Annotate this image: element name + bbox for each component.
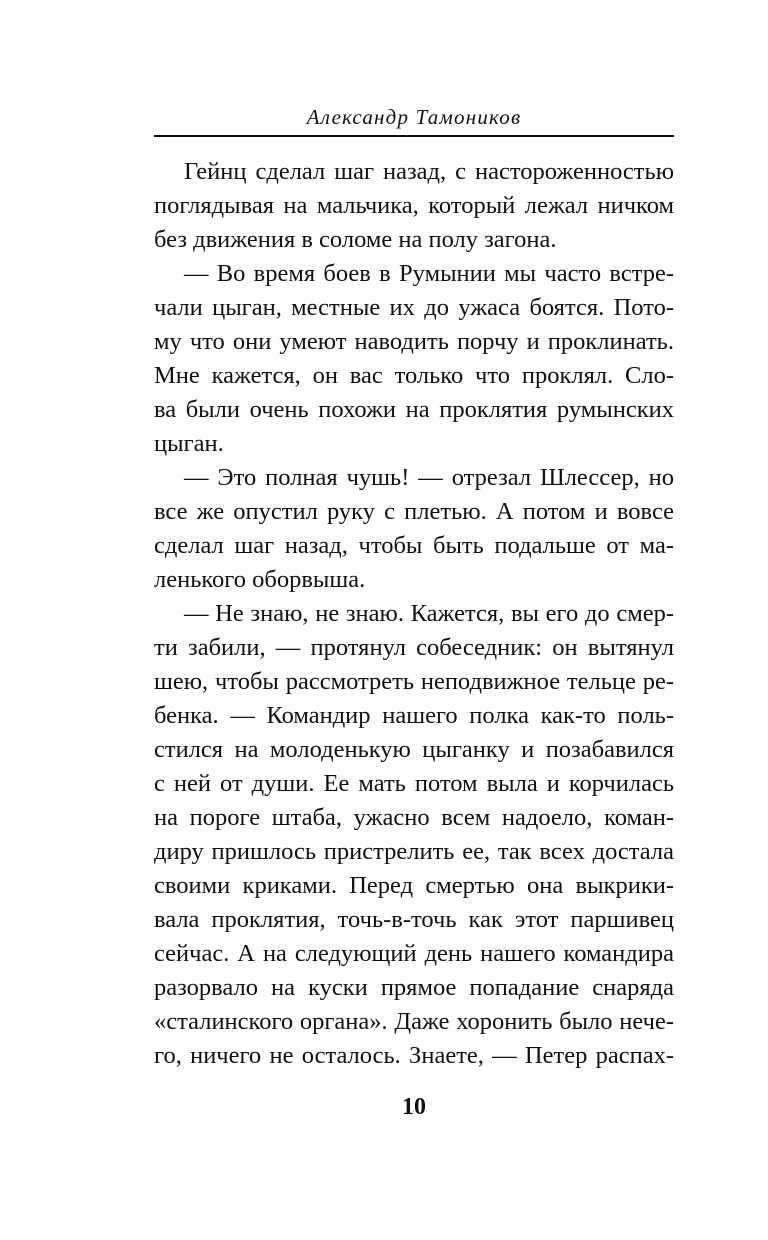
- text-line: шею, чтобы рассмотреть неподвижное тельце ре-: [154, 668, 674, 695]
- text-line: ва были очень похожи на проклятия румынских: [154, 396, 674, 423]
- text-line: — Это полная чушь! — отрезал Шлессер, но: [184, 464, 674, 491]
- text-line: поглядывая на мальчика, который лежал ничком: [154, 192, 674, 219]
- text-line: Мне кажется, он вас только что проклял. Сло-: [154, 362, 674, 389]
- text-line: «сталинского органа». Даже хоронить было нече-: [154, 1008, 674, 1035]
- text-line: цыган.: [154, 430, 224, 457]
- text-line: ленького оборвыша.: [154, 566, 366, 593]
- page-number: 10: [402, 1094, 426, 1120]
- text-line: диру пришлось пристрелить ее, так всех достала: [154, 838, 674, 865]
- text-line: сейчас. А на следующий день нашего командира: [154, 940, 674, 967]
- body-text: [154, 155, 674, 1073]
- text-line: своими криками. Перед смертью она выкрики-: [154, 872, 674, 899]
- text-line: чали цыган, местные их до ужаса боятся. Пото-: [154, 294, 674, 321]
- text-line: бенка. — Командир нашего полка как-то поль-: [154, 702, 674, 729]
- text-line: вала проклятия, точь-в-точь как этот паршивец: [154, 906, 674, 933]
- text-line: на пороге штаба, ужасно всем надоело, коман-: [154, 804, 674, 831]
- text-line: сделал шаг назад, чтобы быть подальше от ма-: [154, 532, 674, 559]
- text-line: — Во время боев в Румынии мы часто встре-: [184, 260, 674, 287]
- text-line: ти забили, — протянул собеседник: он вытянул: [154, 634, 674, 661]
- text-line: Гейнц сделал шаг назад, с настороженностью: [184, 158, 674, 185]
- text-line: с ней от души. Ее мать потом выла и корчилась: [154, 770, 674, 797]
- text-line: без движения в соломе на полу загона.: [154, 226, 557, 253]
- header-divider: [154, 135, 674, 137]
- running-header-author: Александр Тамоников: [306, 105, 522, 129]
- text-line: разорвало на куски прямое попадание снаряда: [154, 974, 674, 1001]
- text-line: му что они умеют наводить порчу и проклинать.: [154, 328, 674, 355]
- text-line: — Не знаю, не знаю. Кажется, вы его до смер-: [184, 600, 674, 627]
- text-line: стился на молоденькую цыганку и позабавился: [154, 736, 674, 763]
- text-line: го, ничего не осталось. Знаете, — Петер распах-: [154, 1042, 674, 1069]
- text-line: все же опустил руку с плетью. А потом и вовсе: [154, 498, 674, 525]
